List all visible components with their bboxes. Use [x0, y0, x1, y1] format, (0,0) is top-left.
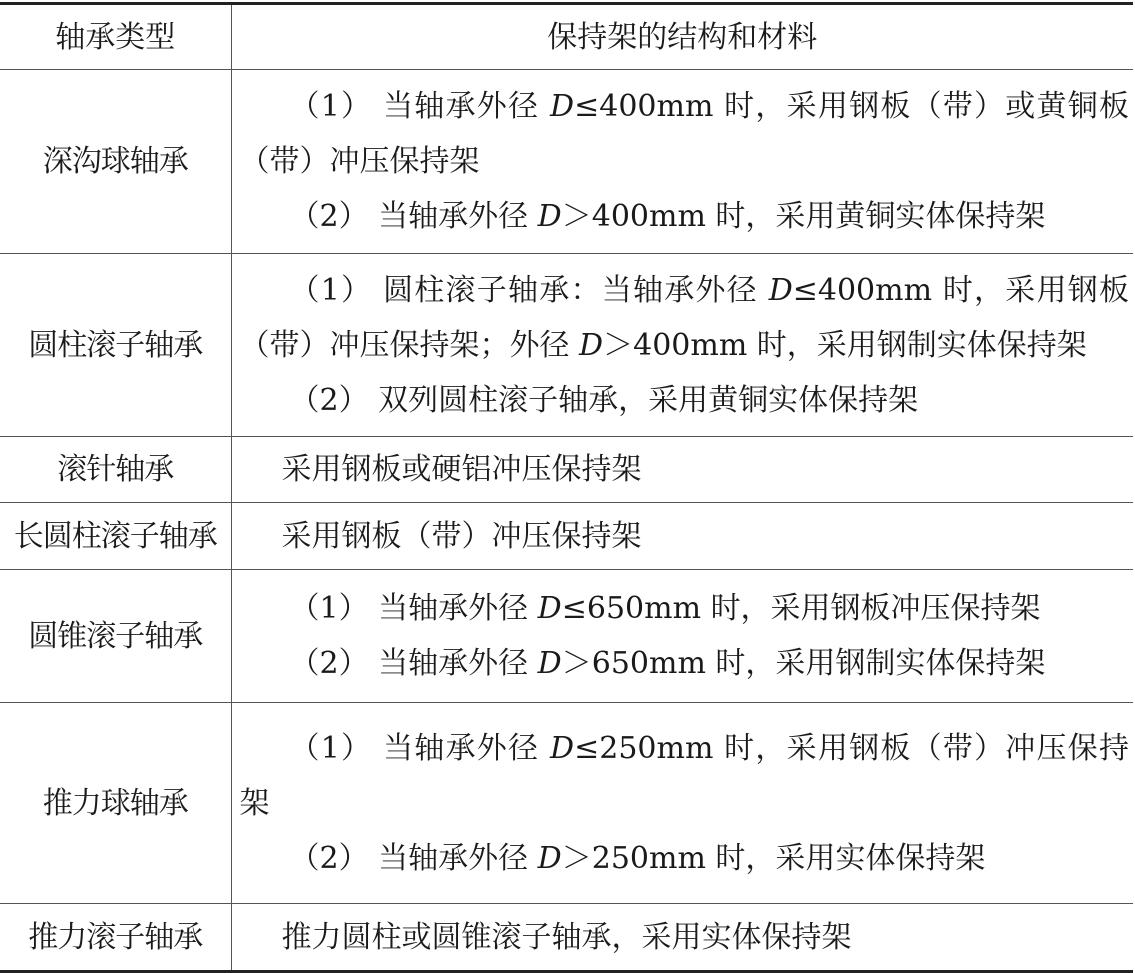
description-line: （2） 双列圆柱滚子轴承，采用黄铜实体保持架	[289, 382, 919, 418]
table-row	[0, 703, 1133, 904]
description-line: （2） 当轴承外径 D＞400mm 时，采用黄铜实体保持架	[289, 199, 1046, 234]
description-line: 采用钢板或硬铝冲压保持架	[281, 452, 642, 487]
description-line: （1） 圆柱滚子轴承：当轴承外径 D≤400mm 时，采用钢板（带）冲压保持架；外径 D＞400mm 时，采用钢制实体保持架	[239, 272, 1129, 363]
description-line: （2） 当轴承外径 D＞250mm 时，采用实体保持架	[289, 840, 986, 876]
description-line: 推力圆柱或圆锥滚子轴承，采用实体保持架	[281, 919, 852, 955]
table-row	[0, 254, 1133, 437]
bearing-type-cell: 推力滚子轴承	[0, 904, 231, 972]
bearing-cage-table	[0, 2, 1133, 973]
table-header-row	[0, 4, 1133, 70]
cage-description-cell	[231, 70, 1133, 254]
cage-description-cell	[231, 570, 1133, 703]
table-row	[0, 570, 1133, 703]
bearing-type-cell: 圆锥滚子轴承	[0, 570, 231, 703]
description-line: （2） 当轴承外径 D＞650mm 时，采用钢制实体保持架	[289, 646, 1046, 681]
bearing-type-cell: 滚针轴承	[0, 437, 231, 503]
description-line: （1） 当轴承外径 D≤400mm 时，采用钢板（带）或黄铜板（带）冲压保持架	[239, 89, 1129, 179]
cage-description-cell	[231, 904, 1133, 972]
cage-description-cell	[231, 703, 1133, 904]
description-line: （1） 当轴承外径 D≤650mm 时，采用钢板冲压保持架	[289, 591, 1041, 626]
bearing-type-cell: 深沟球轴承	[0, 70, 231, 254]
description-line: 采用钢板（带）冲压保持架	[281, 518, 642, 554]
bearing-type-cell: 推力球轴承	[0, 703, 231, 904]
table-row	[0, 503, 1133, 570]
bearing-type-cell: 长圆柱滚子轴承	[0, 503, 231, 570]
table-row	[0, 904, 1133, 972]
header-bearing-type: 轴承类型	[0, 4, 231, 70]
cage-description-cell	[231, 254, 1133, 437]
bearing-type-cell: 圆柱滚子轴承	[0, 254, 231, 437]
description-line: （1） 当轴承外径 D≤250mm 时，采用钢板（带）冲压保持架	[239, 730, 1129, 821]
table-row	[0, 70, 1133, 254]
cage-description-cell	[231, 437, 1133, 503]
header-cage-structure: 保持架的结构和材料	[231, 4, 1133, 70]
cage-description-cell	[231, 503, 1133, 570]
table-row	[0, 437, 1133, 503]
